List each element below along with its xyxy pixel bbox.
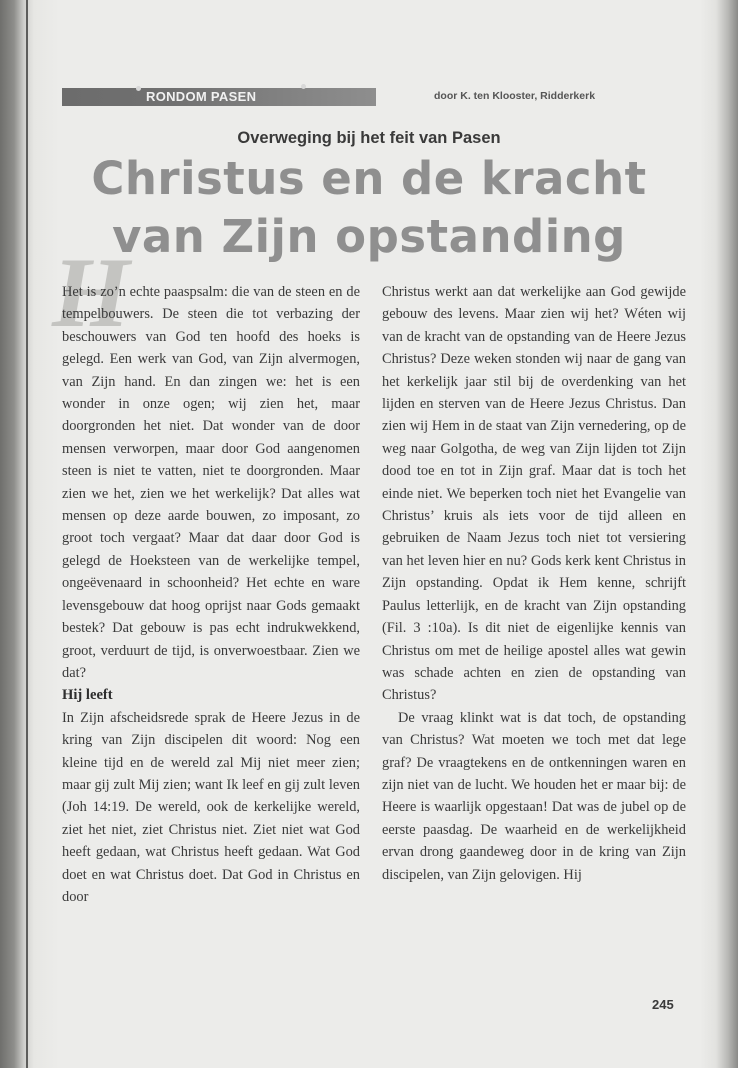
right-paragraph-1: Christus werkt aan dat werkelijke aan God gewijde gebouw des levens. Maar zien wij het? Wéten wij van de kracht van de opstanding van de Heere Jezus Christus? Deze weken stonden wij naar de gang van het kerkelijk jaar stil bij de overdenking van het lijden en sterven van de Heere Jezus Christus. Dan zien wij Hem in de staat van Zijn vernedering, op de weg naar Golgotha, de weg van Zijn lijden tot Zijn dood toe en tot in Zijn graf. Maar dat is toch het einde niet. We beperken toch niet het Evangelie van Christus’ kruis als iets voor de tijd alleen en gebruiken de Naam Jezus toch niet tot versiering van het leven hier en nu? Gods kerk kent Christus in Zijn opstanding. Opdat ik Hem kenne, schrijft Paulus letterlijk, en de kracht van Zijn opstanding (Fil. 3 :10a). Is dit niet de eigenlijke kennis van Christus om met de heilige apostel alles wat gewin was schade achten en zien de opstanding van Christus? bbox=[382, 284, 686, 704]
left-paragraph-1: Het is zo’n echte paaspsalm: die van de steen en de tempelbouwers. De steen die tot verbazing der beschouwers van God ten hoofd des hoeks is gelegd. Een werk van God, van Zijn alvermogen, van Zijn hand. En dan zingen we: het is een wonder in onze ogen; wij zien het, maar doorgronden het niet. Dat wonder van de door mensen verworpen, maar door God aangenomen steen is niet te vatten, niet te doorgronden. Maar zien we het, zien we het werkelijk? Dat alles wat mensen op deze aarde bouwen, zo imposant, zo groot toch vergaat? Maar dat daar door God is gelegd de Hoeksteen van de werkelijke tempel, ongeëvenaard in schoonheid? Het echte en ware levensgebouw dat hoog oprijst naar Gods gemaakt bestek? Dat gebouw is pas echt indrukwekkend, groot, verduurt de tijd, is onverwoestbaar. Zien we dat? bbox=[62, 284, 360, 681]
article-title-line-2: van Zijn opstanding bbox=[112, 210, 626, 263]
left-text-column bbox=[62, 281, 360, 908]
page-number: 245 bbox=[652, 997, 674, 1012]
right-paragraph-2: De vraag klinkt wat is dat toch, de opstanding van Christus? Wat moeten we toch met dat lege graf? De vraagtekens en de ontkenningen waren en zijn niet van de lucht. We houden het er maar bij: de Heere is waarlijk opgestaan! Dat was de jubel op de eerste paasdag. De waarheid en de werkelijkheid ervan drong gaandeweg door in de kring van Zijn discipelen, van Zijn gelovigen. Hij bbox=[382, 709, 686, 883]
author-byline: door K. ten Klooster, Ridderkerk bbox=[434, 90, 596, 102]
header-dot-right bbox=[301, 84, 306, 89]
section-label: RONDOM PASEN bbox=[146, 89, 257, 104]
section-heading-hij-leeft: Hij leeft bbox=[62, 687, 113, 704]
drop-cap-letter: H bbox=[52, 237, 130, 348]
header-dot-left bbox=[136, 86, 141, 91]
left-paragraph-2: In Zijn afscheidsrede sprak de Heere Jezus in de kring van Zijn discipelen dit woord: Nog een kleine tijd en de wereld zal Mij niet meer zien; maar gij zult Mij zien; want Ik leef en gij zult leven (Joh 14:19. De wereld, ook de kerkelijke wereld, ziet het niet, ziet Christus niet. Ziet niet wat God heeft gedaan, wat Christus heeft gedaan. Wat God doet en wat Christus doet. Dat God in Christus en door bbox=[62, 709, 360, 905]
article-subtitle: Overweging bij het feit van Pasen bbox=[237, 129, 501, 147]
right-text-column bbox=[382, 281, 686, 886]
article-title-line-1: Christus en de kracht bbox=[91, 152, 647, 205]
